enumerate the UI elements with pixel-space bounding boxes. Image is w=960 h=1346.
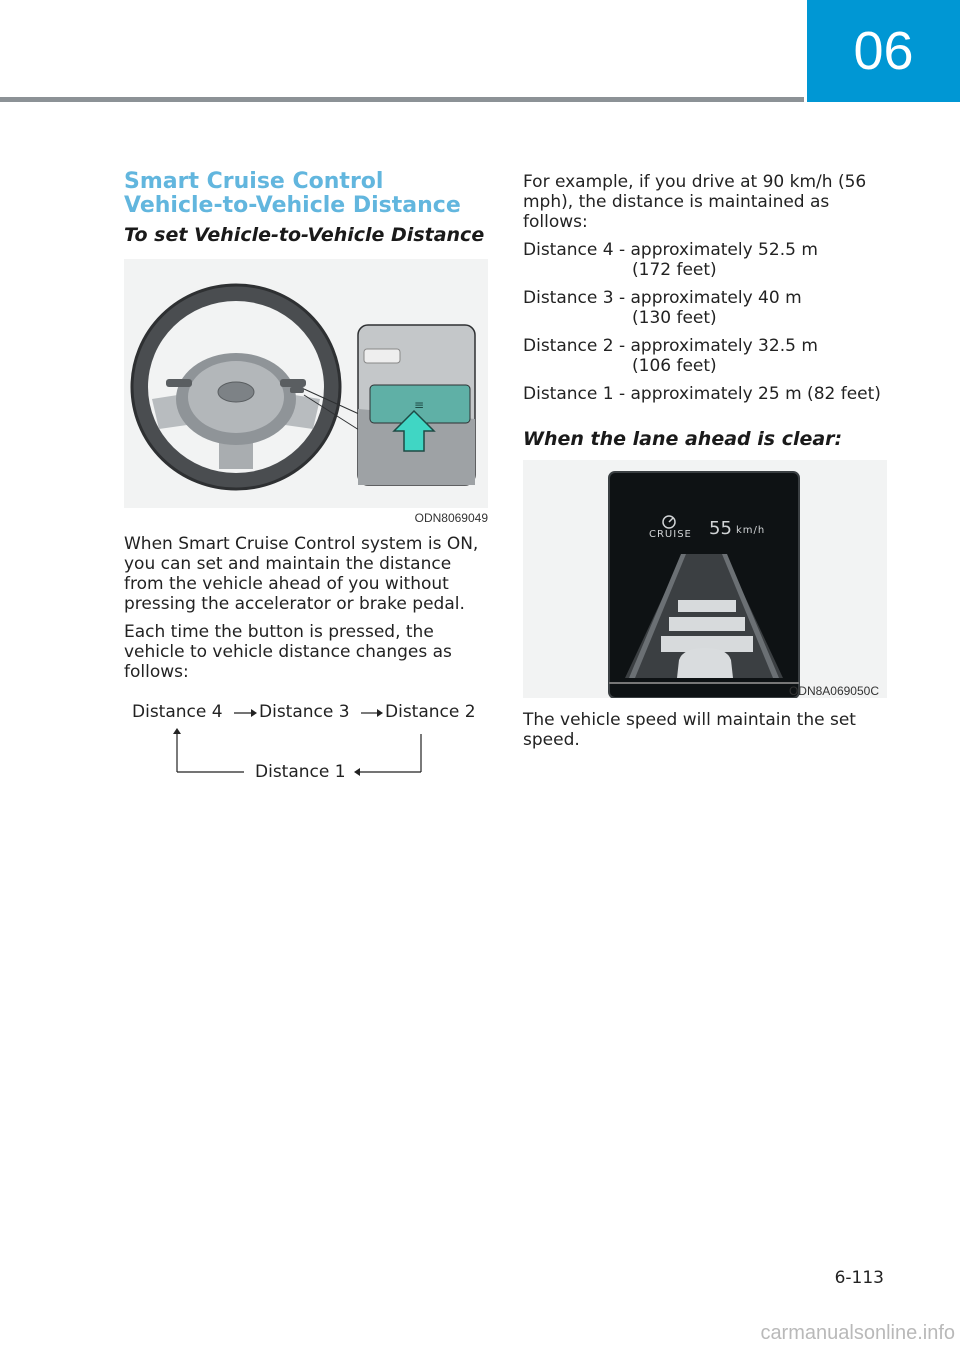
- distance-feet: (130 feet): [632, 308, 717, 328]
- seq-distance-2: Distance 2: [385, 702, 476, 722]
- instrument-cluster-illustration: [523, 460, 887, 698]
- intro-paragraph: When Smart Cruise Control system is ON, you can set and maintain the distance from the vehicle ahead of you without pressing the accelerator or brake pedal.: [124, 534, 479, 614]
- example-paragraph: For example, if you drive at 90 km/h (56 mph), the distance is maintained as follows:: [523, 172, 867, 232]
- distance-label: Distance 4 - approximately 52.5 m: [523, 240, 818, 260]
- distance-sequence-diagram: [124, 696, 488, 786]
- distance-feet: (106 feet): [632, 356, 717, 376]
- chapter-tab: [807, 0, 960, 102]
- seq-distance-3: Distance 3: [259, 702, 350, 722]
- page-number: 6-113: [834, 1268, 884, 1288]
- distance-item: [523, 384, 887, 404]
- watermark-text: carmanualsonline.info: [760, 1322, 955, 1344]
- distance-label: Distance 3 - approximately 40 m: [523, 288, 802, 308]
- figure-code: ODN8069049: [414, 511, 488, 525]
- section-heading: Smart Cruise Control Vehicle-to-Vehicle Distance: [124, 169, 461, 218]
- cruise-label: CRUISE: [649, 529, 692, 540]
- steering-wheel-figure: [124, 259, 488, 508]
- distance-list: [523, 240, 887, 404]
- svg-text:≡: ≡: [414, 398, 425, 412]
- lane-clear-heading: When the lane ahead is clear:: [523, 428, 843, 450]
- button-paragraph: Each time the button is pressed, the vehicle to vehicle distance changes as follows:: [124, 622, 452, 682]
- distance-label: Distance 2 - approximately 32.5 m: [523, 336, 818, 356]
- distance-item: [523, 240, 887, 280]
- distance-label: Distance 1 - approximately 25 m (82 feet): [523, 384, 881, 404]
- speed-caption: The vehicle speed will maintain the set speed.: [523, 710, 856, 750]
- sub-heading: To set Vehicle-to-Vehicle Distance: [124, 224, 485, 246]
- cluster-figure: [523, 460, 887, 698]
- distance-item: [523, 288, 887, 328]
- sequence-arrows: [124, 696, 488, 786]
- distance-item: [523, 336, 887, 376]
- chapter-number: 06: [853, 21, 914, 81]
- set-speed-value: 55: [709, 518, 732, 539]
- header-rule: [0, 97, 804, 102]
- left-column: [124, 170, 488, 786]
- right-column: [523, 172, 887, 750]
- distance-feet: (172 feet): [632, 260, 717, 280]
- steering-wheel-illustration: [124, 259, 488, 508]
- seq-distance-4: Distance 4: [132, 702, 223, 722]
- figure-code: ODN8A069050C: [788, 684, 879, 698]
- seq-distance-1: Distance 1: [255, 762, 346, 782]
- speed-unit: km/h: [736, 525, 766, 536]
